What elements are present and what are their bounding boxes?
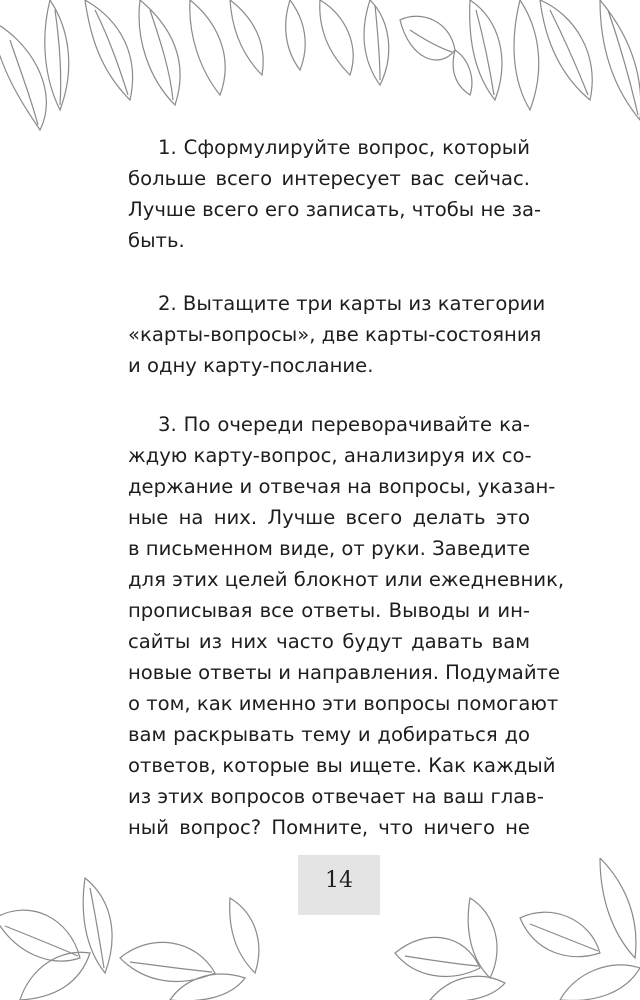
flower-icon: [0, 0, 133, 130]
text-line: Лучше всего его записать, чтобы не за-: [128, 198, 542, 221]
text-line: прописывая все ответы. Выводы и ин-: [128, 599, 530, 622]
text-line: ответов, которые вы ищете. Как каждый: [128, 754, 556, 777]
text-line: для этих целей блокнот или ежедневник,: [128, 568, 565, 591]
text-line: «карты-вопросы», две карты-состояния: [128, 323, 542, 346]
text-line: ный вопрос? Помните, что ничего не: [128, 816, 530, 839]
text-line: вам раскрывать тему и добираться до: [128, 723, 530, 746]
flower-icon: [514, 0, 640, 120]
text-line: 3. По очереди переворачивайте ка-: [158, 413, 530, 436]
flower-icon: [286, 0, 389, 85]
text-line: держание и отвечая на вопросы, указан-: [128, 475, 556, 498]
text-line: новые ответы и направления. Подумайте: [128, 661, 561, 684]
page-number: 14: [325, 868, 353, 893]
flower-icon: [520, 858, 640, 1000]
text-line: ждую карту-вопрос, анализируя их со-: [128, 444, 532, 467]
paragraph-3: [128, 409, 565, 843]
text-line: 2. Вытащите три карты из категории: [158, 292, 546, 315]
text-line: больше всего интересует вас сейчас.: [128, 167, 530, 190]
paragraph-1: [128, 132, 542, 256]
text-line: в письменном виде, от руки. Заведите: [128, 537, 531, 560]
floral-border-top: [0, 0, 640, 135]
text-line: сайты из них часто будут давать вам: [128, 630, 530, 653]
flower-icon: [400, 0, 502, 100]
flower-icon: [139, 0, 263, 105]
flower-icon: [0, 878, 112, 1000]
flower-icon: [120, 898, 259, 1000]
paragraph-2: [128, 288, 546, 381]
text-line: и одну карту-послание.: [128, 354, 374, 377]
text-line: быть.: [128, 229, 185, 252]
text-line: из этих вопросов отвечает на ваш глав-: [128, 785, 544, 808]
text-line: 1. Сформулируйте вопрос, который: [158, 136, 530, 159]
text-line: ные на них. Лучше всего делать это: [128, 506, 530, 529]
text-line: о том, как именно эти вопросы помогают: [128, 692, 559, 715]
flower-icon: [395, 898, 505, 1000]
